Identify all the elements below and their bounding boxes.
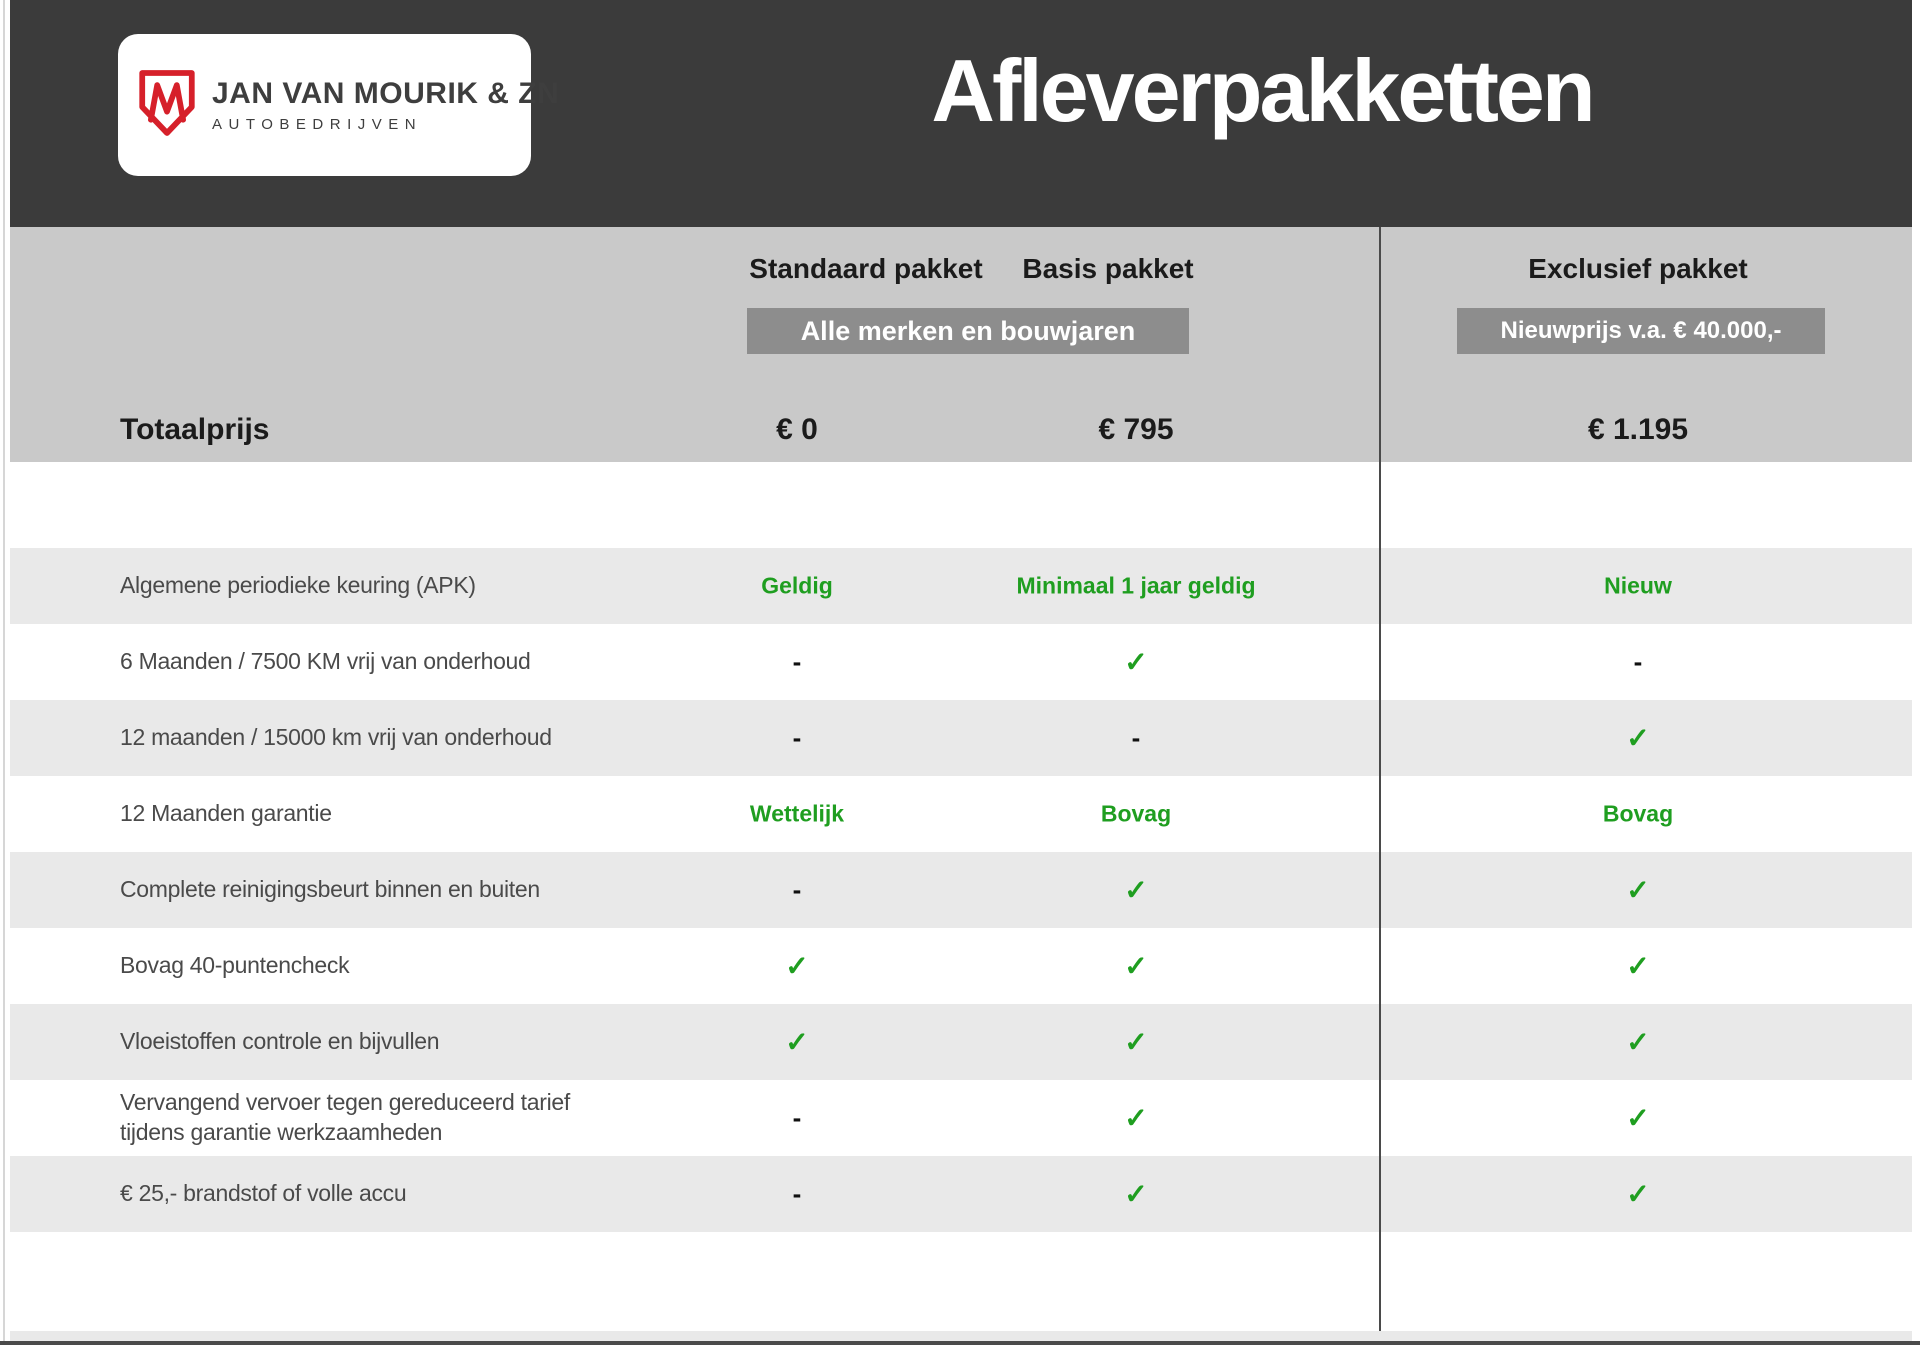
dash-mark: -	[792, 646, 802, 677]
check-icon: ✓	[1124, 1102, 1148, 1134]
feature-rows	[10, 548, 1912, 1232]
logo-subtitle: AUTOBEDRIJVEN	[212, 116, 423, 133]
feature-row	[10, 928, 1912, 1004]
shield-logo-icon	[138, 69, 196, 142]
check-icon: ✓	[785, 1026, 809, 1058]
value-text: Bovag	[1602, 800, 1674, 827]
dash-mark: -	[792, 722, 802, 753]
feature-label: Vloeistoffen controle en bijvullen	[120, 1028, 440, 1055]
feature-label: € 25,- brandstof of volle accu	[120, 1180, 407, 1207]
check-icon: ✓	[1626, 1102, 1650, 1134]
check-icon: ✓	[1124, 950, 1148, 982]
dash-mark: -	[792, 1178, 802, 1209]
feature-label: 12 Maanden garantie	[120, 800, 332, 827]
check-icon: ✓	[1124, 1178, 1148, 1210]
feature-row	[10, 1080, 1912, 1156]
value-text: Nieuw	[1604, 572, 1672, 599]
left-border-line	[3, 0, 5, 1345]
value-text: Wettelijk	[749, 800, 845, 827]
feature-label: Complete reinigingsbeurt binnen en buiten	[120, 876, 540, 903]
dash-mark: -	[1131, 722, 1141, 753]
price-basis: € 795	[1098, 413, 1174, 446]
feature-label: Algemene periodieke keuring (APK)	[120, 572, 476, 599]
feature-label: Bovag 40-puntencheck	[120, 952, 350, 979]
price-standaard: € 0	[776, 413, 818, 446]
feature-label: Vervangend vervoer tegen gereduceerd tarief tijdens garantie werkzaamheden	[120, 1089, 570, 1145]
bottom-bar	[10, 1331, 1912, 1341]
page-title: Afleverpakketten	[931, 41, 1593, 140]
logo-card	[118, 34, 560, 176]
column-divider	[1379, 227, 1381, 1345]
feature-row	[10, 852, 1912, 928]
feature-row	[10, 624, 1912, 700]
dash-mark: -	[792, 1102, 802, 1133]
dash-mark: -	[1633, 646, 1643, 677]
check-icon: ✓	[1626, 874, 1650, 906]
feature-row	[10, 1004, 1912, 1080]
feature-row	[10, 548, 1912, 624]
check-icon: ✓	[1626, 950, 1650, 982]
check-icon: ✓	[1124, 1026, 1148, 1058]
value-text: Geldig	[761, 572, 833, 599]
check-icon: ✓	[1124, 646, 1148, 678]
check-icon: ✓	[1626, 1178, 1650, 1210]
badge-all-brands: Alle merken en bouwjaren	[747, 308, 1189, 354]
feature-label: 6 Maanden / 7500 KM vrij van onderhoud	[120, 648, 531, 675]
check-icon: ✓	[1626, 1026, 1650, 1058]
feature-row	[10, 1156, 1912, 1232]
feature-label: 12 maanden / 15000 km vrij van onderhoud	[120, 724, 552, 751]
column-header-standaard: Standaard pakket	[749, 253, 983, 284]
feature-row	[10, 700, 1912, 776]
logo-text	[212, 77, 559, 133]
check-icon: ✓	[785, 950, 809, 982]
totals-label: Totaalprijs	[120, 413, 270, 446]
bottom-edge	[0, 1341, 1920, 1345]
check-icon: ✓	[1124, 874, 1148, 906]
badge-new-price: Nieuwprijs v.a. € 40.000,-	[1457, 308, 1825, 354]
column-header-exclusief: Exclusief pakket	[1528, 253, 1748, 284]
value-text: Minimaal 1 jaar geldig	[1016, 572, 1256, 599]
logo-name: JAN VAN MOURIK & ZN	[212, 77, 560, 110]
column-header-basis: Basis pakket	[1022, 253, 1194, 284]
column-header-band	[10, 227, 1912, 462]
dash-mark: -	[792, 874, 802, 905]
feature-row	[10, 776, 1912, 852]
price-exclusief: € 1.195	[1587, 413, 1689, 446]
value-text: Bovag	[1100, 800, 1172, 827]
header-band	[10, 0, 1912, 227]
check-icon: ✓	[1626, 722, 1650, 754]
